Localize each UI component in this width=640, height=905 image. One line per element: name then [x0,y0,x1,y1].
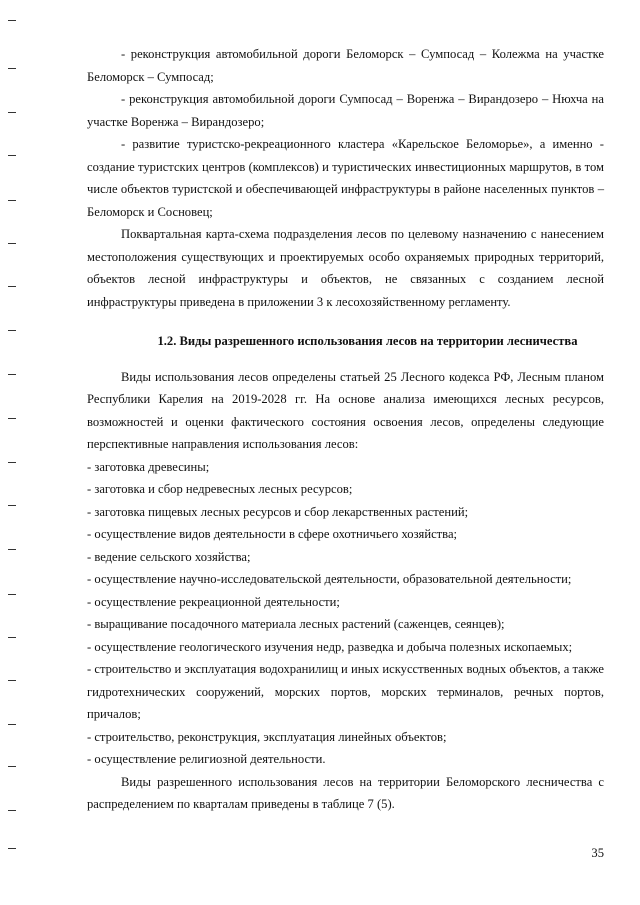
list-item: - осуществление религиозной деятельности. [87,752,326,766]
bullet-road-sumposad: - реконструкция автомобильной дороги Сумпосад – Воренжа – Вирандозеро – Нюхча на участке Воренжа – Вирандозеро; [87,92,604,129]
list-item: - заготовка и сбор недревесных лесных ресурсов; [87,482,353,496]
bullet-tourism-cluster: - развитие туристско-рекреационного кластера «Карельское Беломорье», а именно - создание туристских центров (комплексов) и туристических инвестиционных маршрутов, в том числе объектов туристской и обеспечивающей инфраструктуры в районе населенных пунктов – Беломорск и Сосновец; [87,137,604,219]
list-item: - осуществление геологического изучения недр, разведка и добыча полезных ископаемых; [87,639,573,654]
list-item: - ведение сельского хозяйства; [87,549,251,564]
closing-paragraph: Виды разрешенного использования лесов на территории Беломорского лесничества с распределением по кварталам приведены в таблице 7 (5). [87,774,604,811]
list-item: - заготовка пищевых лесных ресурсов и сбор лекарственных растений; [87,504,469,519]
section-heading: 1.2. Виды разрешенного использования лесов на территории лесничества [157,334,578,348]
binding-margin-marks [8,0,18,905]
page-number: 35 [591,846,604,860]
list-item: - осуществление видов деятельности в сфере охотничьего хозяйства; [87,527,458,541]
uses-intro-paragraph: Виды использования лесов определены статьей 25 Лесного кодекса РФ, Лесным планом Республики Карелия на 2019-2028 гг. На основе анализа имеющихся лесных ресурсов, возможностей и оценки фактического состояния освоения лесов, определены следующие перспективные направления использования лесов: [87,369,604,451]
list-item: - заготовка древесины; [87,459,210,474]
list-item: - строительство, реконструкция, эксплуатация линейных объектов; [87,729,447,744]
bullet-road-belomorsk: - реконструкция автомобильной дороги Беломорск – Сумпосад – Колежма на участке Беломорск – Сумпосад; [87,47,604,84]
list-item: - осуществление рекреационной деятельности; [87,594,340,609]
list-item: - выращивание посадочного материала лесных растений (саженцев, сеянцев); [87,617,505,631]
page-content [87,43,604,816]
list-item: - осуществление научно-исследовательской деятельности, образовательной деятельности; [87,572,572,586]
list-item: - строительство и эксплуатация водохранилищ и иных искусственных водных объектов, а также гидротехнических сооружений, морских портов, морских терминалов, речных портов, причалов; [87,662,604,721]
forest-uses-list [87,456,604,771]
map-paragraph: Поквартальная карта-схема подразделения лесов по целевому назначению с нанесением местоположения существующих и проектируемых особо охраняемых природных территорий, объектов лесной инфраструктуры и объектов, не связанных с созданием лесной инфраструктуры приведена в приложении 3 к лесохозяйственному регламенту. [87,227,604,309]
